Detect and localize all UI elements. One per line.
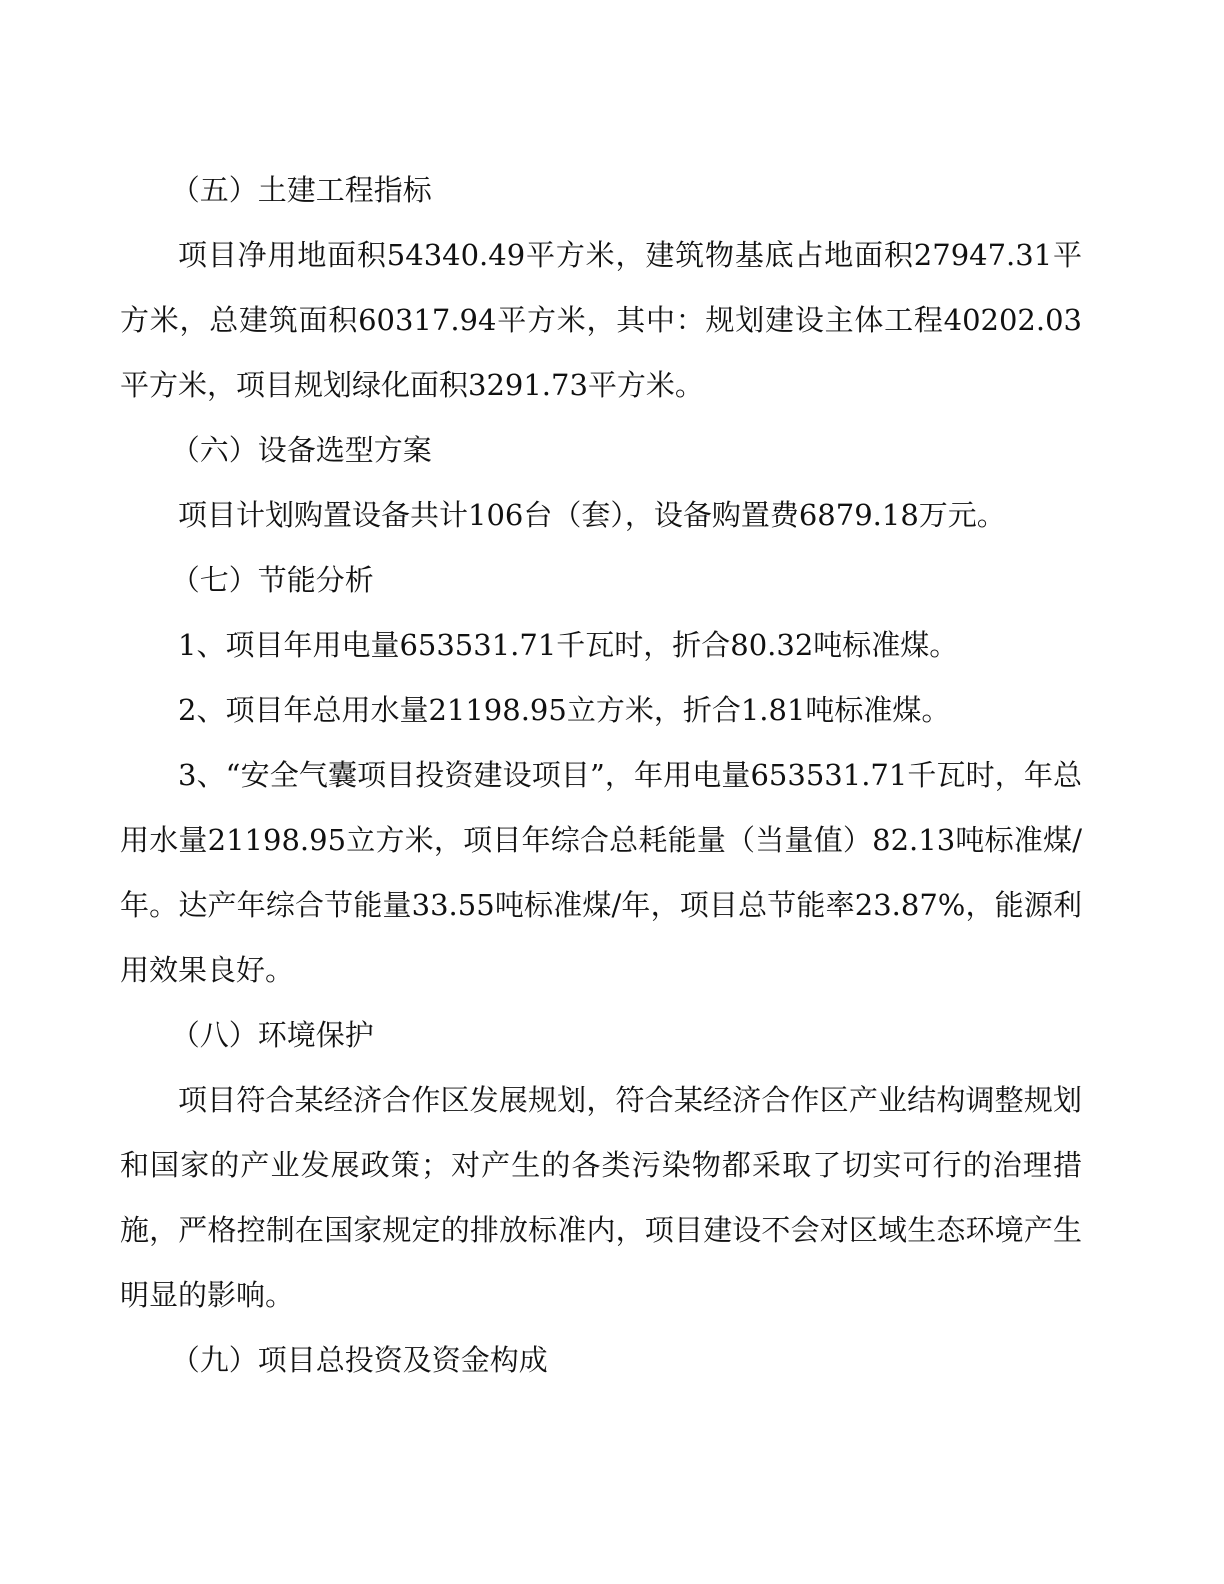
paragraph-environment: 项目符合某经济合作区发展规划，符合某经济合作区产业结构调整规划和国家的产业发展政策；对产生的各类污染物都采取了切实可行的治理措施，严格控制在国家规定的排放标准内，项目建设不会对区域生态环境产生明显的影响。 [120, 1083, 1082, 1312]
paragraph-land-area: 项目净用地面积54340.49平方米，建筑物基底占地面积27947.31平方米，总建筑面积60317.94平方米，其中：规划建设主体工程40202.03平方米，项目规划绿化面积3291.73平方米。 [120, 238, 1082, 402]
section-heading-equipment: （六）设备选型方案 [170, 433, 432, 467]
section-heading-civil-engineering: （五）土建工程指标 [170, 173, 432, 207]
section-heading-environment: （八）环境保护 [170, 1018, 374, 1052]
paragraph-equipment: 项目计划购置设备共计106台（套），设备购置费6879.18万元。 [178, 498, 1006, 532]
paragraph-electricity: 1、项目年用电量653531.71千瓦时，折合80.32吨标准煤。 [178, 628, 959, 662]
section-heading-energy: （七）节能分析 [170, 563, 374, 597]
paragraph-water: 2、项目年总用水量21198.95立方米，折合1.81吨标准煤。 [178, 693, 951, 727]
document-page [120, 158, 1082, 1393]
section-heading-investment: （九）项目总投资及资金构成 [170, 1343, 548, 1377]
paragraph-energy-summary: 3、“安全气囊项目投资建设项目”，年用电量653531.71千瓦时，年总用水量21198.95立方米，项目年综合总耗能量（当量值）82.13吨标准煤/年。达产年综合节能量33.55吨标准煤/年，项目总节能率23.87%，能源利用效果良好。 [120, 758, 1082, 987]
